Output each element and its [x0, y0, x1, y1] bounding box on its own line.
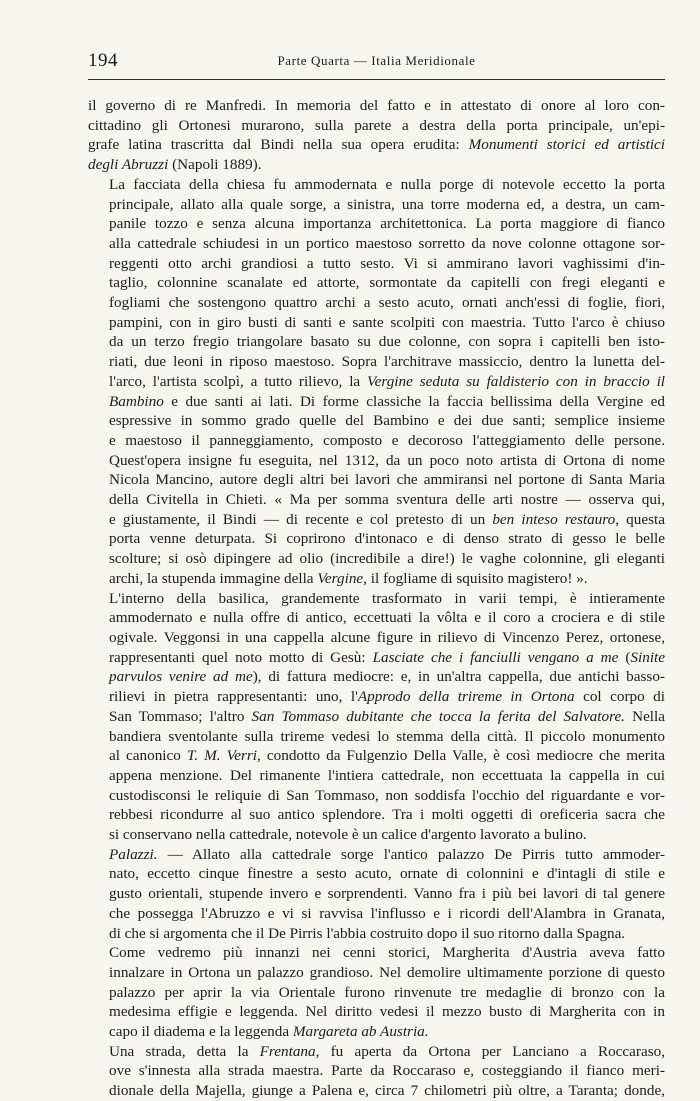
- text-run: Quest'opera insigne fu eseguita, nel 1312, da un poco noto artista di Ortona di nome: [109, 451, 665, 469]
- text-run: — Allato alla cattedrale sorge l'antico palazzo De Pirris tutto ammoder-: [157, 845, 665, 863]
- italic-text: Frentana: [259, 1042, 316, 1060]
- paragraph: [88, 589, 665, 845]
- text-line: [88, 431, 665, 451]
- text-run: medesima effigie e leggenda. Nel diritto vedesi il mezzo busto di Margherita con in: [109, 1003, 665, 1021]
- text-run: ove s'innesta alla strada maestra. Parte da Roccaraso e, costeggiando il fianco meri-: [109, 1062, 665, 1080]
- text-line: [88, 411, 665, 431]
- italic-text: parvulos venire ad me: [109, 668, 253, 686]
- text-run: , questa: [615, 510, 665, 528]
- text-line: [88, 569, 665, 589]
- text-line: [88, 332, 665, 352]
- text-line: [88, 1022, 665, 1042]
- text-run: taglio, colonnine scanalate ed attorte, sormontate da capitelli con fregi eleganti e: [109, 274, 665, 292]
- page-header: [88, 50, 665, 74]
- text-run: che possegga l'Abruzzo e vi si ravvisa l'influsso e i ricordi dell'Alambra in Granata,: [109, 904, 665, 922]
- text-run: dionale della Majella, giunge a Palena e, circa 7 chilometri più oltre, a Taranta; donde,: [109, 1082, 665, 1100]
- text-line: [88, 805, 665, 825]
- italic-text: Margareta ab Austria.: [292, 1023, 429, 1041]
- italic-text: degli Abruzzi: [88, 156, 169, 174]
- text-line: [88, 490, 665, 510]
- text-line: [88, 983, 665, 1003]
- text-run: si conservano nella cattedrale, notevole è un calice d'argento lavorato a bulino.: [109, 826, 587, 844]
- italic-text: Sinite: [630, 648, 666, 666]
- text-line: [88, 372, 665, 392]
- text-run: innalzare in Ortona un palazzo grandioso. Nel demolire ultimamente porzione di questo: [109, 963, 665, 981]
- text-line: [88, 667, 665, 687]
- text-line: [88, 766, 665, 786]
- text-line: [88, 549, 665, 569]
- paragraph: [88, 96, 665, 175]
- text-run: e giustamente, il Bindi — di recente e col pretesto di un: [109, 510, 493, 528]
- text-line: [88, 608, 665, 628]
- italic-text: Approdo della trireme in Ortona: [357, 688, 575, 706]
- text-run: (: [618, 648, 631, 666]
- text-run: Una strada, detta la: [109, 1042, 260, 1060]
- text-run: col corpo di: [574, 688, 665, 706]
- text-line: [88, 786, 665, 806]
- text-run: alla cattedrale schiudesi in un portico maestoso sorretto da nove colonne ottagone sor-: [109, 234, 665, 252]
- text-run: grafe latina trascritta dal Bindi nella sua opera erudita:: [88, 136, 469, 154]
- text-line: [88, 510, 665, 530]
- text-line: [88, 648, 665, 668]
- paragraph: [88, 845, 665, 944]
- text-run: pampini, con in giro busti di santi e sante scolpiti con maestria. Tutto l'arco è chiuso: [109, 313, 665, 331]
- text-line: [88, 135, 665, 155]
- text-line: [88, 825, 665, 845]
- text-run: cittadino gli Ortonesi murarono, sulla parete a destra della porta principale, un'epi-: [88, 116, 665, 134]
- text-run: L'interno della basilica, grandemente trasformato in varii tempi, è intieramente: [109, 589, 665, 607]
- text-run: (Napoli 1889).: [168, 156, 262, 174]
- text-run: archi, la stupenda immagine della: [109, 569, 318, 587]
- italic-text: San Tommaso dubitante che tocca la ferita del Salvatore.: [251, 707, 625, 725]
- text-run: Come vedremo più innanzi nei cenni storici, Margherita d'Austria aveva fatto: [109, 944, 665, 962]
- text-line: [88, 195, 665, 215]
- text-line: [88, 273, 665, 293]
- text-line: [88, 234, 665, 254]
- text-run: rilievi in pietra rappresentanti: uno, l': [109, 688, 358, 706]
- italic-text: Palazzi.: [109, 845, 158, 863]
- italic-text: Monumenti storici ed artistici: [468, 136, 665, 154]
- text-run: gusto orientali, stupende invero e sorprendenti. Vanno fra i più bei lavori di tal genere: [109, 885, 665, 903]
- text-run: il governo di re Manfredi. In memoria del fatto e in attestato di onore al loro con-: [88, 97, 665, 114]
- text-line: [88, 687, 665, 707]
- italic-text: Lasciate che i fanciulli vengano a me: [372, 648, 619, 666]
- text-run: e due santi ai lati. Di forme classiche la faccia bellissima della Vergine ed: [163, 392, 665, 410]
- italic-text: T. M. Verri: [186, 747, 258, 765]
- italic-text: Vergine seduta su faldisterio con in braccio il: [367, 372, 666, 390]
- text-run: fogliami che sostengono quattro archi a sesto acuto, ornati anch'essi di foglie, fiori,: [109, 294, 665, 312]
- text-run: bandiera sventolante sulla trireme vedesi lo stemma della città. Il piccolo monumento: [109, 727, 665, 745]
- text-line: [88, 864, 665, 884]
- text-line: [88, 254, 665, 274]
- page-number: 194: [88, 50, 118, 71]
- text-run: palazzo per aprir la via Orientale furono rinvenute tre medaglie di bronzo con la: [109, 983, 665, 1001]
- body-text: [88, 96, 665, 1101]
- text-run: , il fogliame di squisito magistero! ».: [363, 569, 588, 587]
- text-line: [88, 1042, 665, 1062]
- text-line: [88, 214, 665, 234]
- text-line: [88, 352, 665, 372]
- text-line: [88, 529, 665, 549]
- text-line: [88, 116, 665, 136]
- text-run: da un terzo fregio triangolare basato su due colonne, con sopra i capitelli ben isto-: [109, 333, 665, 351]
- text-run: porta venne deturpata. Si coprirono d'intonaco e di denso strato di gesso le belle: [109, 530, 665, 548]
- text-line: [88, 293, 665, 313]
- text-line: [88, 1002, 665, 1022]
- text-line: [88, 845, 665, 865]
- text-line: [88, 1061, 665, 1081]
- text-run: l'arco, l'artista scolpì, a tutto rilievo, la: [109, 372, 368, 390]
- text-run: riati, due leoni in riposo maestoso. Sopra l'architrave massiccio, dentro la lunetta del-: [109, 353, 665, 371]
- paragraph: [88, 175, 665, 589]
- text-run: ogivale. Veggonsi in una cappella alcune figure in rilievo di Vincenzo Perez, ortonese,: [109, 628, 665, 646]
- text-run: San Tommaso; l'altro: [109, 707, 252, 725]
- text-run: espressive in sommo grado quelle del Bambino e dei due santi; semplice insieme: [109, 412, 665, 430]
- text-line: [88, 727, 665, 747]
- italic-text: Vergine: [317, 569, 364, 587]
- running-head: Parte Quarta — Italia Meridionale: [277, 53, 476, 68]
- text-run: Nicola Mancino, autore degli altri bei lavori che ammiransi nel portone di Santa Maria: [109, 471, 665, 489]
- text-line: [88, 589, 665, 609]
- text-line: [88, 175, 665, 195]
- text-run: Nella: [624, 707, 665, 725]
- text-line: [88, 707, 665, 727]
- text-line: [88, 313, 665, 333]
- italic-text: ben inteso restauro: [492, 510, 616, 528]
- text-line: [88, 924, 665, 944]
- text-run: ), di fattura mediocre: e, in un'altra cappella, due antichi basso-: [252, 668, 665, 686]
- text-run: e maestoso il panneggiamento, composto e decoroso l'atteggiamento delle persone.: [109, 431, 665, 449]
- text-line: [88, 628, 665, 648]
- paragraph: [88, 1042, 665, 1101]
- text-run: rappresentanti quel noto motto di Gesù:: [109, 648, 373, 666]
- text-run: nato, eccetto cinque finestre a sesto acuto, ornate di colonnini e d'intagli di stile e: [109, 865, 665, 883]
- text-run: custodisconsi le reliquie di San Tommaso, non soddisfa l'occhio del riguardante e vor-: [109, 786, 665, 804]
- text-run: capo il diadema e la leggenda: [109, 1023, 293, 1041]
- text-line: [88, 470, 665, 490]
- text-run: appena menzione. Del rimanente l'intiera cattedrale, non eccettuata la cappella in cui: [109, 766, 665, 784]
- text-line: [88, 1081, 665, 1101]
- header-rule: [88, 79, 665, 80]
- text-line: [88, 451, 665, 471]
- text-run: di che si argomenta che il De Pirris l'abbia costruito dopo il suo ritorno dalla Spagna.: [109, 924, 626, 942]
- text-run: panile tozzo e senza alcuna importanza architettonica. La porta maggiore di fianco: [109, 215, 665, 233]
- text-line: [88, 884, 665, 904]
- text-run: al canonico: [109, 747, 187, 765]
- text-line: [88, 963, 665, 983]
- text-line: [88, 943, 665, 963]
- text-line: [88, 96, 665, 116]
- text-run: scolture; si osò dipingere ad olio (incredibile a dire!) le vaghe colonnine, gli eleganti: [109, 550, 665, 568]
- text-run: principale, allato alla quale sorge, a sinistra, una torre moderna ed, a destra, un cam-: [109, 195, 665, 213]
- text-run: ammodernato e nulla offre di antico, eccettuati la vôlta e il coro a crociera e di stile: [109, 609, 665, 627]
- text-line: [88, 746, 665, 766]
- italic-text: Bambino: [109, 392, 164, 410]
- text-line: [88, 392, 665, 412]
- text-run: , fu aperta da Ortona per Lanciano a Roccaraso,: [315, 1042, 665, 1060]
- text-line: [88, 904, 665, 924]
- text-run: rebbesi ricondurre al suo antico splendore. Tra i molti oggetti di oreficeria sacra che: [109, 806, 665, 824]
- text-line: [88, 155, 665, 175]
- text-run: della Civitella in Chieti. « Ma per somma sventura delle arti nostre — osserva qui,: [109, 491, 665, 509]
- paragraph: [88, 943, 665, 1042]
- text-run: reggenti otto archi grandiosi a tutto sesto. Vi si ammirano lavori vaghissimi d'in-: [109, 254, 665, 272]
- text-run: La facciata della chiesa fu ammodernata e nulla porge di notevole eccetto la porta: [109, 175, 665, 193]
- text-run: , condotto da Fulgenzio Della Valle, è così mediocre che merita: [257, 747, 666, 765]
